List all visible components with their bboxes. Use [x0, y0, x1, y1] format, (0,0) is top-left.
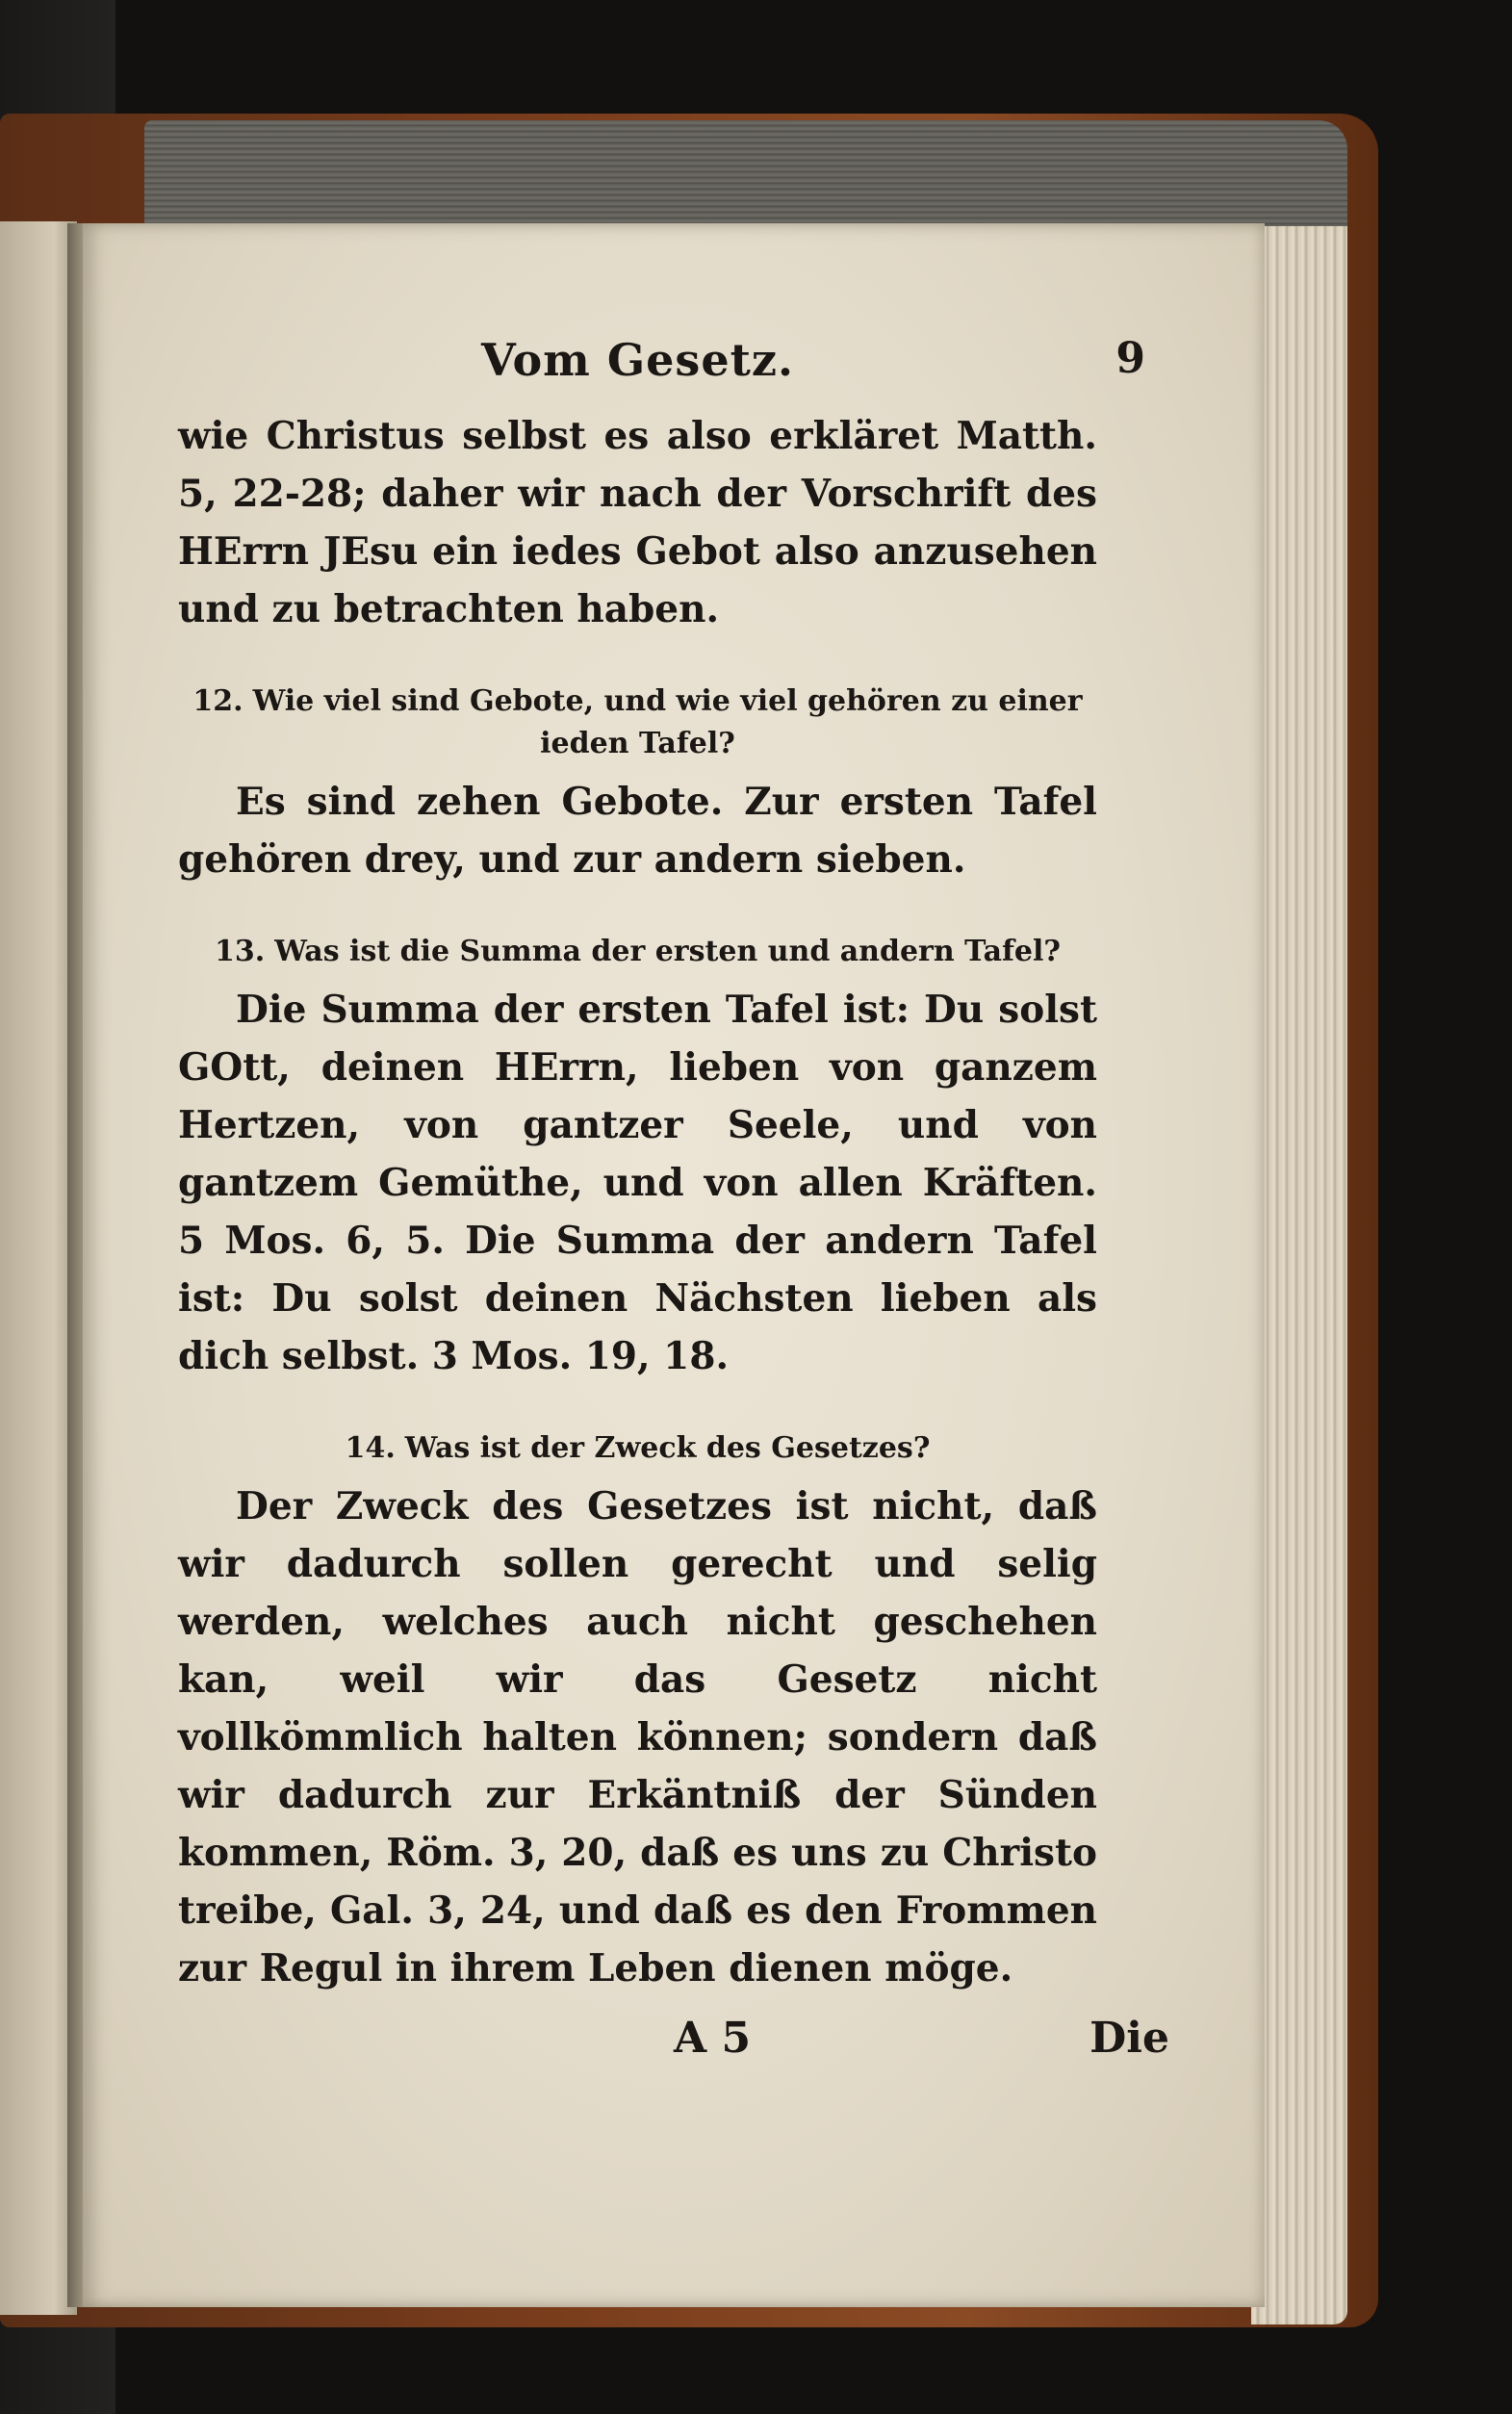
question-number: 12.: [192, 684, 243, 718]
question: [178, 681, 1097, 765]
book-page: [79, 223, 1265, 2307]
page-header: [178, 334, 1145, 401]
facing-page-edge: [0, 221, 77, 2315]
question: [178, 931, 1097, 973]
gutter-shadow: [67, 223, 83, 2307]
catchword: Die: [1089, 2014, 1169, 2063]
qa-item-12: [178, 681, 1097, 888]
page-footer: [178, 2014, 1169, 2071]
page-content: [178, 334, 1145, 1997]
question-text: Was ist der Zweck des Gesetzes?: [404, 1431, 931, 1465]
question-text: Was ist die Summa der ersten und andern Tafel?: [274, 935, 1061, 968]
question-number: 14.: [345, 1431, 396, 1465]
question-text: Wie viel sind Gebote, und wie viel gehören zu einer ieden Tafel?: [252, 684, 1083, 760]
answer: Die Summa der ersten Tafel ist: Du solst GOtt, deinen HErrn, lieben von ganzem Hertzen, von gantzer Seele, und von gantzem Gemüthe, und von allen Kräften. 5 Mos. 6, 5. Die Summa der andern Tafel ist: Du solst deinen Nächsten lieben als dich selbst. 3 Mos. 19, 18.: [178, 988, 1097, 1378]
page-fore-edge: [1251, 226, 1347, 2324]
question-number: 13.: [215, 935, 266, 968]
running-title: Vom Gesetz.: [481, 334, 794, 386]
intro-paragraph: wie Christus selbst es also erkläret Matth. 5, 22-28; daher wir nach der Vorschrift des HErrn JEsu ein iedes Gebot also anzusehen und zu betrachten haben.: [178, 414, 1097, 631]
answer: Der Zweck des Gesetzes ist nicht, daß wir dadurch sollen gerecht und selig werden, welches auch nicht geschehen kan, weil wir das Gesetz nicht vollkömmlich halten können; sondern daß wir dadurch zur Erkäntniß der Sünden kommen, Röm. 3, 20, daß es uns zu Christo treibe, Gal. 3, 24, und daß es den Frommen zur Regul in ihrem Leben dienen möge.: [178, 1484, 1097, 1990]
qa-item-13: [178, 931, 1097, 1385]
page-block-top-edge: [144, 120, 1347, 236]
qa-item-14: [178, 1427, 1097, 1997]
page-number: 9: [1115, 334, 1145, 383]
answer: Es sind zehen Gebote. Zur ersten Tafel gehören drey, und zur andern sieben.: [178, 780, 1097, 882]
question: [178, 1427, 1097, 1470]
signature-mark: A 5: [674, 2014, 752, 2063]
